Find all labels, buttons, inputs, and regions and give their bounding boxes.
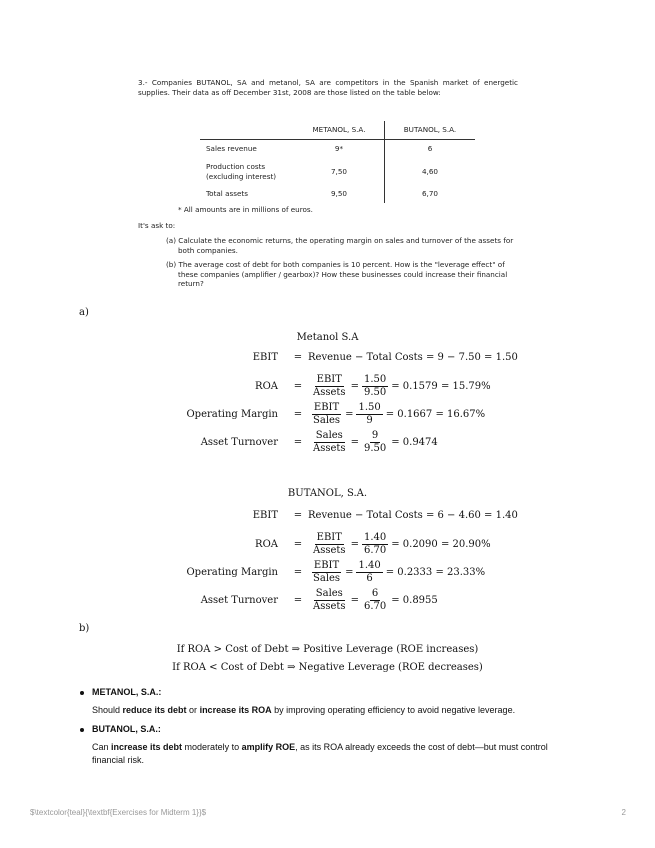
eq-sign: = [293, 539, 303, 550]
eq-lhs: ROA [255, 381, 278, 392]
part-b-label: b) [79, 623, 90, 634]
eq-lhs: Operating Margin [186, 567, 278, 578]
table-note: * All amounts are in millions of euros. [178, 205, 313, 215]
header-metanol: METANOL, S.A. [294, 121, 385, 139]
eq-result: = 0.1667 = 16.67% [385, 409, 486, 420]
cell-metanol: 9* [294, 140, 385, 158]
bullet-body: Can increase its debt moderately to amplify ROE, as its ROA already exceeds the cost of debt—but must control financial risk. [92, 741, 548, 765]
list-item [80, 686, 560, 717]
fraction: $\frac{1.40}{6.70}$ [363, 532, 387, 556]
metanol-turnover-equation: Asset Turnover = $\frac{\text{Sales}}{\text{Assets}}$ = $\frac{9}{9.50}$ = 0.9474 [158, 430, 438, 455]
eq-result: = 0.2333 = 23.33% [385, 567, 486, 578]
leverage-rule-positive: If ROA > Cost of Debt ⇒ Positive Leverage (ROE increases) [176, 644, 479, 655]
eq-sign: = [293, 595, 303, 606]
eq-lhs: ROA [255, 539, 278, 550]
eq-result: = 0.1579 = 15.79% [391, 381, 491, 392]
butanol-roa-equation: ROA = $\frac{\text{EBIT}}{\text{Assets}}$ = $\frac{1.40}{6.70}$ = 0.2090 = 20.90% [158, 532, 491, 557]
conclusions-list [80, 686, 560, 774]
cell-metanol: 7,50 [294, 158, 385, 185]
fraction: $\frac{9}{9.50}$ [363, 430, 387, 454]
eq-rhs: Revenue − Total Costs = 9 − 7.50 = 1.50 [308, 352, 518, 363]
eq-sign: = [293, 409, 303, 420]
fraction: $\frac{\text{EBIT}}{\text{Assets}}$ [313, 374, 346, 398]
fraction: $\frac{1.50}{9}$ [358, 402, 381, 426]
question-a: (a) Calculate the economic returns, the operating margin on sales and turnover of the assets for both companies. [166, 236, 514, 256]
butanol-title: BUTANOL, S.A. [287, 488, 368, 499]
fraction: $\frac{6}{6.70}$ [363, 588, 387, 612]
fraction: $\frac{\text{EBIT}}{\text{Sales}}$ [313, 402, 341, 426]
fraction: $\frac{1.50}{9.50}$ [363, 374, 387, 398]
fraction: $\frac{\text{EBIT}}{\text{Assets}}$ [313, 532, 346, 556]
cell-butanol: 4,60 [421, 166, 438, 176]
problem-text: 3.- Companies BUTANOL, SA and metanol, SA are competitors in the Spanish market of energetic supplies. Their data as off December 31st, 2008 are those listed on the table below: [138, 78, 518, 97]
fraction: $\frac{\text{EBIT}}{\text{Sales}}$ [313, 560, 341, 584]
cell-metanol: 9,50 [294, 185, 385, 203]
table-row [200, 158, 475, 185]
fraction: $\frac{1.40}{6}$ [358, 560, 381, 584]
metanol-margin-equation: Operating Margin = $\frac{\text{EBIT}}{\text{Sales}}$ = $\frac{1.50}{9}$ = 0.1667 = 16.67% [158, 402, 485, 427]
footer-title: $\textcolor{teal}{\textbf{Exercises for Midterm 1}}$ [30, 808, 207, 817]
butanol-ebit-equation [158, 510, 518, 521]
row-label: Sales revenue [206, 144, 257, 154]
eq-sign: = [293, 510, 303, 521]
eq-lhs: Asset Turnover [200, 437, 278, 448]
cell-butanol: 6,70 [421, 189, 438, 199]
eq-lhs: EBIT [252, 352, 278, 363]
eq-rhs: Revenue − Total Costs = 6 − 4.60 = 1.40 [308, 510, 518, 521]
row-label: Total assets [206, 189, 248, 199]
row-label: Production costs (excluding interest) [206, 161, 277, 181]
eq-result: = 0.9474 [391, 437, 438, 448]
question-b: (b) The average cost of debt for both companies is 10 percent. How is the "leverage effect" of these companies (amplifier / gearbox)? How these businesses could increase their financial return? [166, 259, 508, 289]
list-item [80, 723, 560, 768]
bullet-head: METANOL, S.A.: [92, 687, 162, 697]
page-footer [30, 808, 626, 817]
metanol-title: Metanol S.A [296, 332, 359, 343]
page-number: 2 [621, 808, 626, 817]
eq-sign: = [293, 381, 303, 392]
cell-butanol: 6 [427, 144, 433, 154]
part-a-label: a) [79, 307, 89, 318]
table-row [200, 140, 475, 158]
eq-sign: = [293, 352, 303, 363]
eq-lhs: EBIT [252, 510, 278, 521]
data-table [200, 121, 475, 203]
eq-result: = 0.8955 [391, 595, 438, 606]
butanol-margin-equation: Operating Margin = $\frac{\text{EBIT}}{\text{Sales}}$ = $\frac{1.40}{6}$ = 0.2333 = 23.33% [158, 560, 485, 585]
eq-sign: = [293, 437, 303, 448]
leverage-rule-negative: If ROA < Cost of Debt ⇒ Negative Leverage (ROE decreases) [172, 662, 483, 673]
table-header-row [200, 121, 475, 139]
fraction: $\frac{\text{Sales}}{\text{Assets}}$ [313, 588, 346, 612]
eq-lhs: Operating Margin [186, 409, 278, 420]
butanol-turnover-equation: Asset Turnover = $\frac{\text{Sales}}{\text{Assets}}$ = $\frac{6}{6.70}$ = 0.8955 [158, 588, 438, 613]
problem-statement [138, 78, 518, 293]
header-butanol: BUTANOL, S.A. [385, 121, 476, 139]
table-row [200, 185, 475, 203]
bullet-body: Should reduce its debt or increase its ROA by improving operating efficiency to avoid negative leverage. [92, 704, 516, 715]
ask-text: It's ask to: [138, 220, 176, 230]
eq-result: = 0.2090 = 20.90% [391, 539, 491, 550]
fraction: $\frac{\text{Sales}}{\text{Assets}}$ [313, 430, 346, 454]
metanol-ebit-equation [158, 352, 518, 363]
metanol-roa-equation: ROA = $\frac{\text{EBIT}}{\text{Assets}}$ = $\frac{1.50}{9.50}$ = 0.1579 = 15.79% [158, 374, 491, 399]
eq-lhs: Asset Turnover [200, 595, 278, 606]
eq-sign: = [293, 567, 303, 578]
bullet-head: BUTANOL, S.A.: [92, 724, 161, 734]
